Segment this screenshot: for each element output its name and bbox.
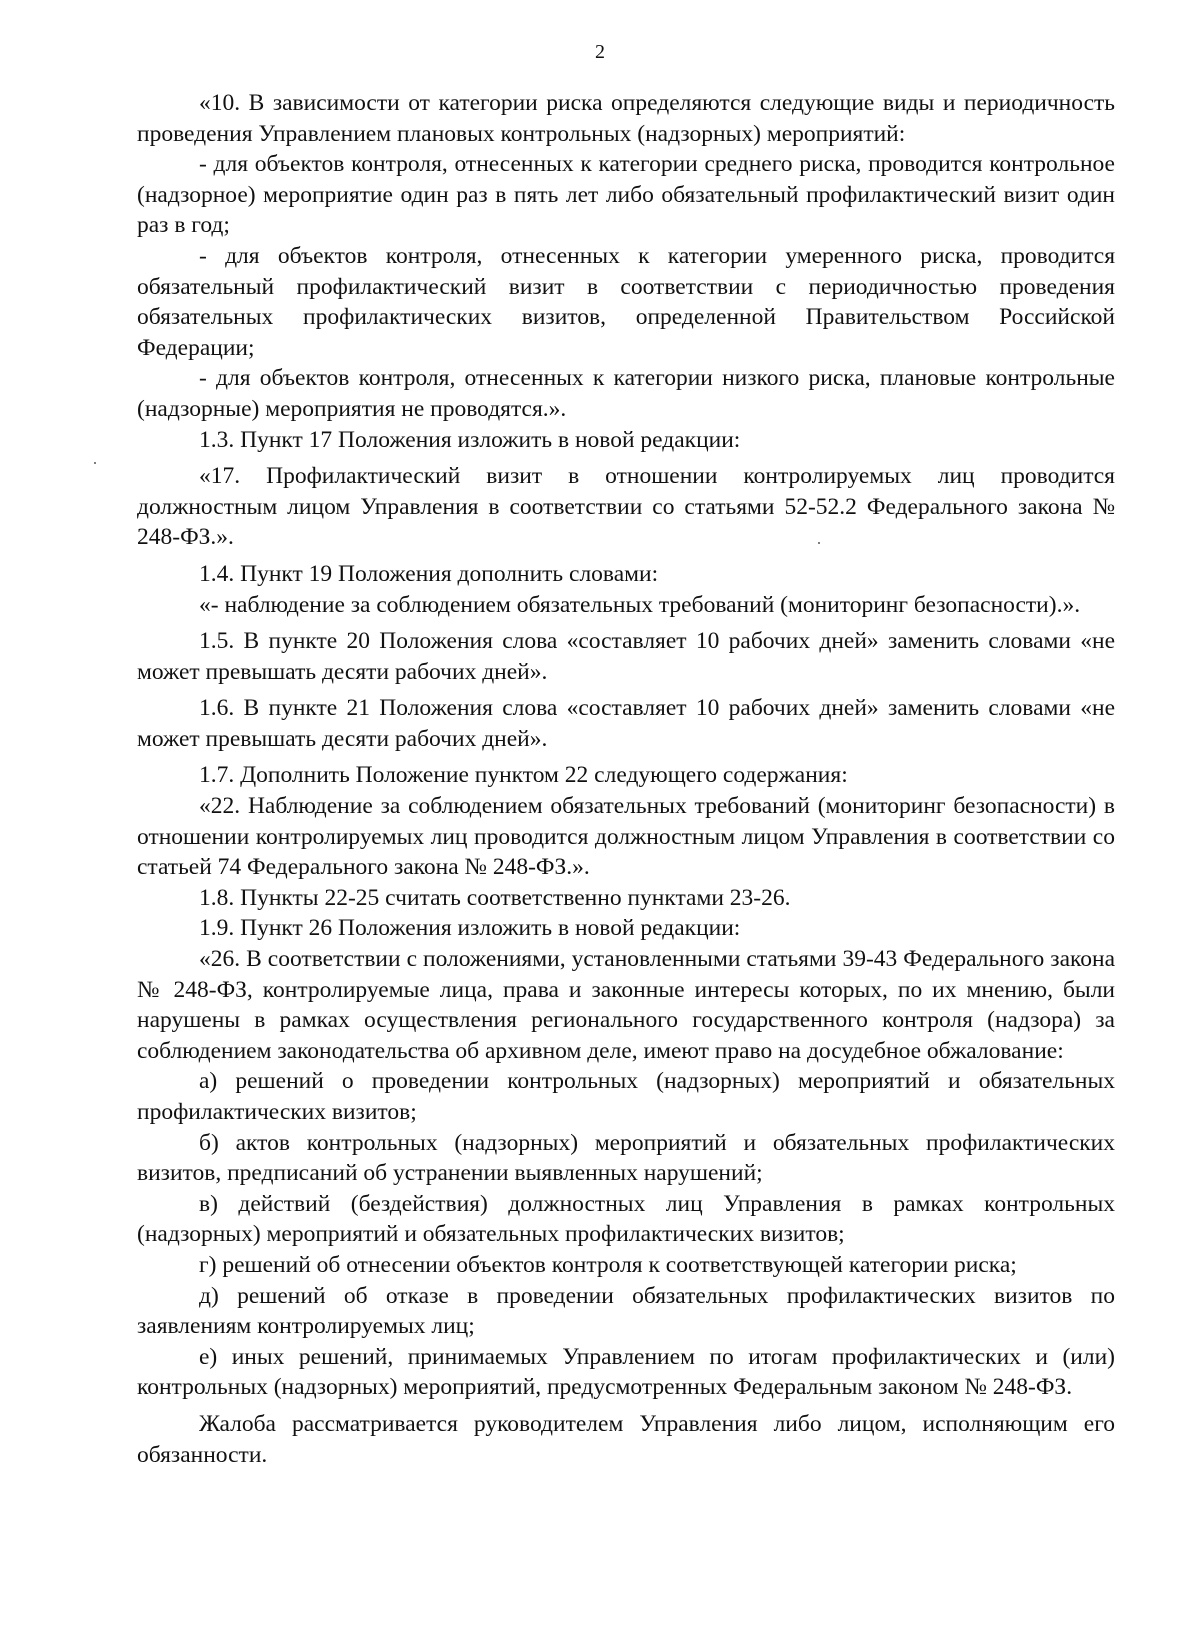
paragraph-1-5: 1.5. В пункте 20 Положения слова «составляет 10 рабочих дней» заменить словами «не может превышать десяти рабочих дней». bbox=[137, 628, 1115, 685]
page-number: 2 bbox=[595, 41, 605, 63]
paragraph-item-26-v: в) действий (бездействия) должностных лиц Управления в рамках контрольных (надзорных) мероприятий и обязательных профилактических визитов; bbox=[137, 1190, 1115, 1248]
scan-speck bbox=[94, 462, 96, 464]
paragraph-item-26-b: б) актов контрольных (надзорных) мероприятий и обязательных профилактических визитов, предписаний об устранении выявленных нарушений; bbox=[137, 1129, 1115, 1187]
paragraph-item-19-addition: «- наблюдение за соблюдением обязательных требований (мониторинг безопасности).». bbox=[199, 591, 1081, 618]
scan-speck bbox=[818, 542, 820, 544]
paragraph-1-9: 1.9. Пункт 26 Положения изложить в новой редакции: bbox=[199, 915, 741, 942]
paragraph-item-10-moderate-risk: - для объектов контроля, отнесенных к категории умеренного риска, проводится обязательный профилактический визит в соответствии с периодичностью проведения обязательных профилактических визитов, определенной Правительством Российской Федерации; bbox=[137, 242, 1115, 361]
paragraph-item-26-e: е) иных решений, принимаемых Управлением по итогам профилактических и (или) контрольных (надзорных) мероприятий, предусмотренных Федеральным законом № 248-ФЗ. bbox=[137, 1343, 1115, 1401]
paragraph-item-26-d: д) решений об отказе в проведении обязательных профилактических визитов по заявлениям контролируемых лиц; bbox=[137, 1282, 1115, 1340]
paragraph-item-26: «26. В соответствии с положениями, установленными статьями 39-43 Федерального закона № 248-ФЗ, контролируемые лица, права и законные интересы которых, по их мнению, были нарушены в рамках осуществления регионального государственного контроля (надзора) за соблюдением законодательства об архивном деле, имеют право на досудебное обжалование: bbox=[137, 946, 1115, 1064]
document-body bbox=[137, 88, 1115, 1470]
paragraph-1-7: 1.7. Дополнить Положение пунктом 22 следующего содержания: bbox=[199, 762, 848, 789]
paragraph-1-3: 1.3. Пункт 17 Положения изложить в новой редакции: bbox=[199, 426, 741, 453]
paragraph-complaint: Жалоба рассматривается руководителем Управления либо лицом, исполняющим его обязанности. bbox=[137, 1410, 1115, 1468]
paragraph-item-26-g: г) решений об отнесении объектов контроля к соответствующей категории риска; bbox=[199, 1251, 1017, 1278]
paragraph-item-10-intro: «10. В зависимости от категории риска определяются следующие виды и периодичность проведения Управлением плановых контрольных (надзорных) мероприятий: bbox=[137, 90, 1115, 147]
paragraph-item-22: «22. Наблюдение за соблюдением обязательных требований (мониторинг безопасности) в отношении контролируемых лиц проводится должностным лицом Управления в соответствии со статьей 74 Федерального закона № 248-ФЗ.». bbox=[137, 793, 1115, 881]
paragraph-1-4: 1.4. Пункт 19 Положения дополнить словами: bbox=[199, 560, 659, 587]
paragraph-item-10-low-risk: - для объектов контроля, отнесенных к категории низкого риска, плановые контрольные (надзорные) мероприятия не проводятся.». bbox=[137, 365, 1115, 422]
paragraph-1-8: 1.8. Пункты 22-25 считать соответственно пунктами 23-26. bbox=[199, 884, 791, 911]
paragraph-item-17: «17. Профилактический визит в отношении контролируемых лиц проводится должностным лицом Управления в соответствии со статьями 52-52.2 Федерального закона № 248-ФЗ.». bbox=[137, 463, 1115, 551]
paragraph-item-10-medium-risk: - для объектов контроля, отнесенных к категории среднего риска, проводится контрольное (надзорное) мероприятие один раз в пять лет либо обязательный профилактический визит один раз в год; bbox=[137, 151, 1115, 239]
paragraph-item-26-a: а) решений о проведении контрольных (надзорных) мероприятий и обязательных профилактических визитов; bbox=[137, 1068, 1115, 1125]
paragraph-1-6: 1.6. В пункте 21 Положения слова «составляет 10 рабочих дней» заменить словами «не может превышать десяти рабочих дней». bbox=[137, 695, 1115, 752]
